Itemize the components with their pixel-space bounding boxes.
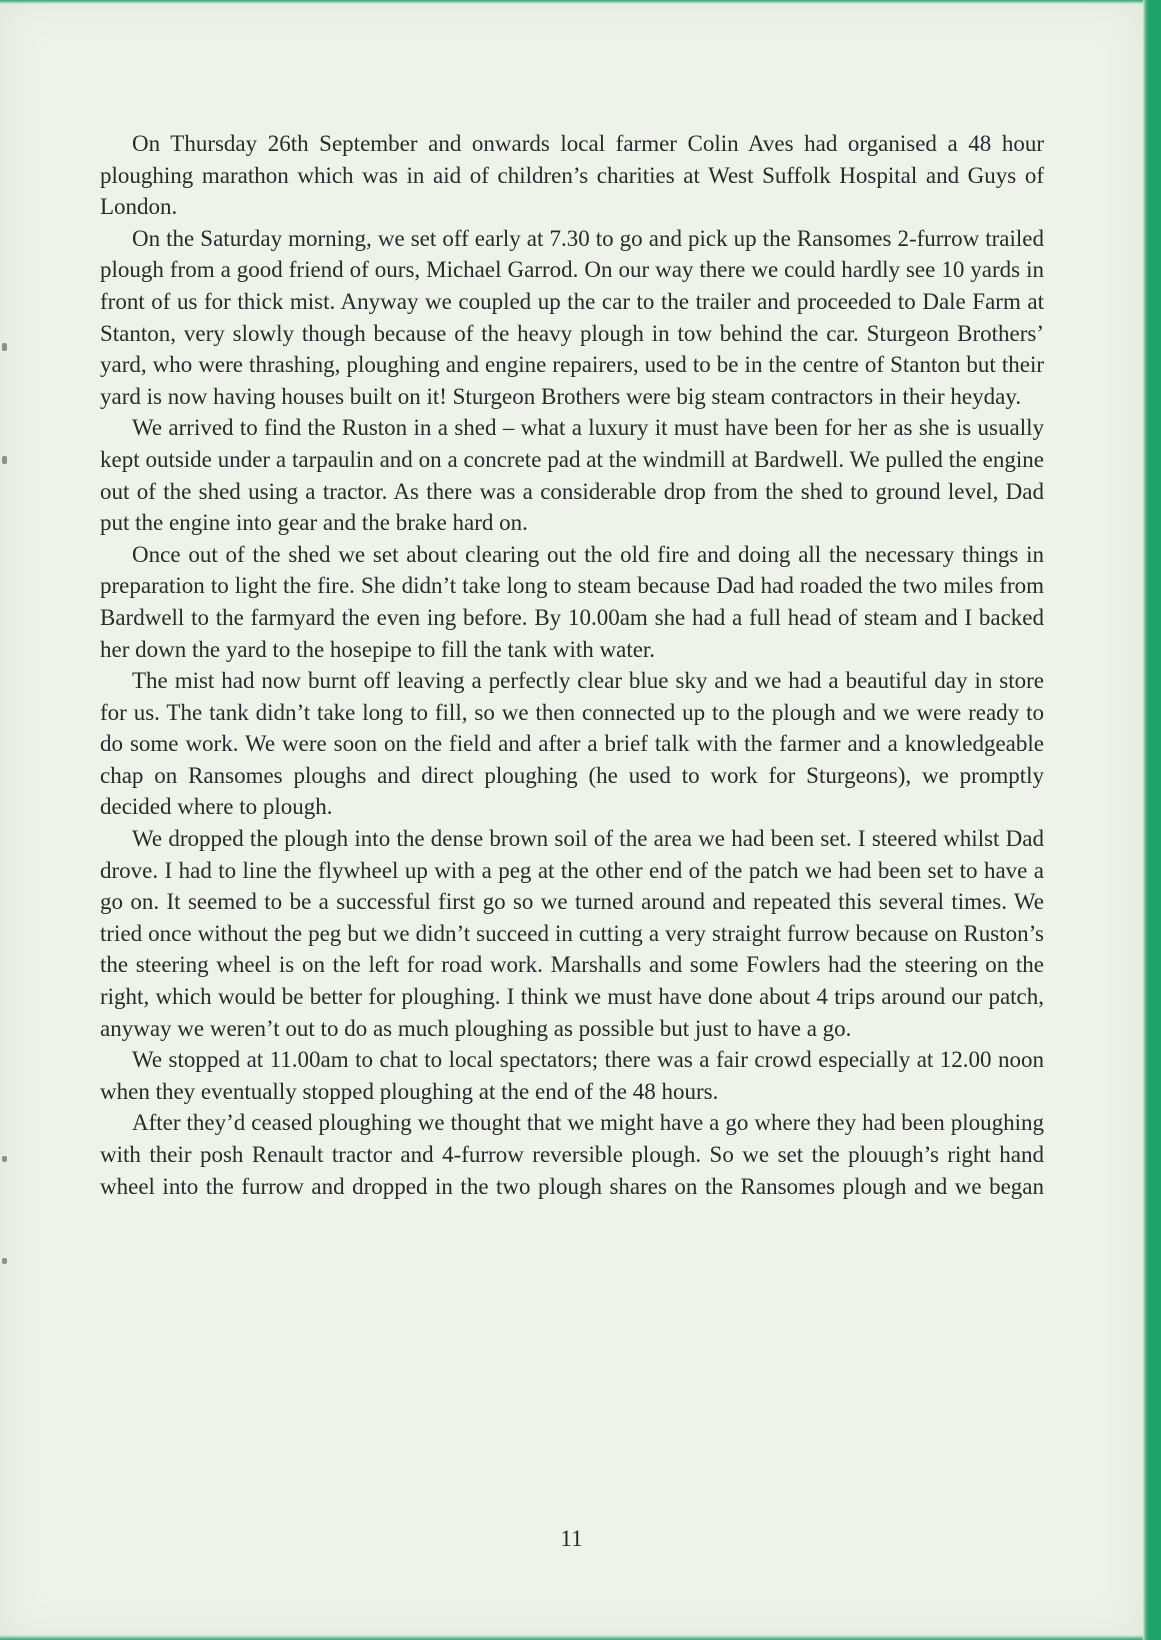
paragraph-7: We stopped at 11.00am to chat to local spectators; there was a fair crowd especially at 12.00 noon when they eventually stopped ploughing at the end of the 48 hours. <box>100 1047 1044 1104</box>
paragraph-6: We dropped the plough into the dense brown soil of the area we had been set. I steered whilst Dad drove. I had to line the flywheel up with a peg at the other end of the patch we had been set to have a go on. It seemed to be a successful first go so we turned around and repeated this several times. We tried once without the peg but we didn’t succeed in cutting a very straight furrow because on Ruston’s the steering wheel is on the left for road work. Marshalls and some Fowlers had the steering on the right, which would be better for ploughing. I think we must have done about 4 trips around our patch, anyway we weren’t out to do as much ploughing as possible but just to have a go. <box>100 826 1044 1041</box>
page-number: 11 <box>560 1526 583 1551</box>
page-edge-bottom <box>0 1635 1161 1640</box>
paragraph-4: Once out of the shed we set about clearing out the old fire and doing all the necessary things in preparation to light the fire. She didn’t take long to steam because Dad had roaded the two miles from Bardwell to the farmyard the even ing before. By 10.00am she had a full head of steam and I backed her down the yard to the hosepipe to fill the tank with water. <box>100 541 1044 662</box>
paragraph-5: The mist had now burnt off leaving a perfectly clear blue sky and we had a beautiful day in store for us. The tank didn’t take long to fill, so we then connected up to the plough and we were ready to do some work. We were soon on the field and after a brief talk with the farmer and a knowledgeable chap on Ransomes ploughs and direct ploughing (he used to work for Sturgeons), we promptly decided where to plough. <box>100 668 1044 820</box>
page-edge-top <box>0 0 1161 4</box>
cover-edge <box>1143 0 1161 1640</box>
binding-mark <box>2 1156 7 1162</box>
paragraph-3: We arrived to find the Ruston in a shed – what a luxury it must have been for her as she is usually kept outside under a tarpaulin and on a concrete pad at the windmill at Bardwell. We pulled the engine out of the shed using a tractor. As there was a considerable drop from the shed to ground level, Dad put the engine into gear and the brake hard on. <box>100 415 1044 536</box>
binding-mark <box>2 1258 7 1264</box>
paragraph-2: On the Saturday morning, we set off early at 7.30 to go and pick up the Ransomes 2-furrow trailed plough from a good friend of ours, Michael Garrod. On our way there we could hardly see 10 yards in front of us for thick mist. Anyway we coupled up the car to the trailer and proceeded to Dale Farm at Stanton, very slowly though because of the heavy plough in tow behind the car. Sturgeon Brothers’ yard, who were thrashing, ploughing and engine repairers, used to be in the centre of Stanton but their yard is now having houses built on it! Sturgeon Brothers were big steam contractors in their heyday. <box>100 225 1044 409</box>
binding-mark <box>2 456 7 464</box>
paragraph-8: After they’d ceased ploughing we thought that we might have a go where they had been ploughing with their posh Renault tractor and 4-furrow reversible plough. So we set the plouugh’s right hand wheel into the furrow and dropped in the two plough shares on the Ransomes plough and we began <box>100 1110 1044 1199</box>
binding-mark <box>2 343 7 351</box>
paragraph-1: On Thursday 26th September and onwards local farmer Colin Aves had organised a 48 hour ploughing marathon which was in aid of children’s charities at West Suffolk Hospital and Guys of London. <box>100 131 1044 220</box>
body-text <box>100 128 1044 1202</box>
